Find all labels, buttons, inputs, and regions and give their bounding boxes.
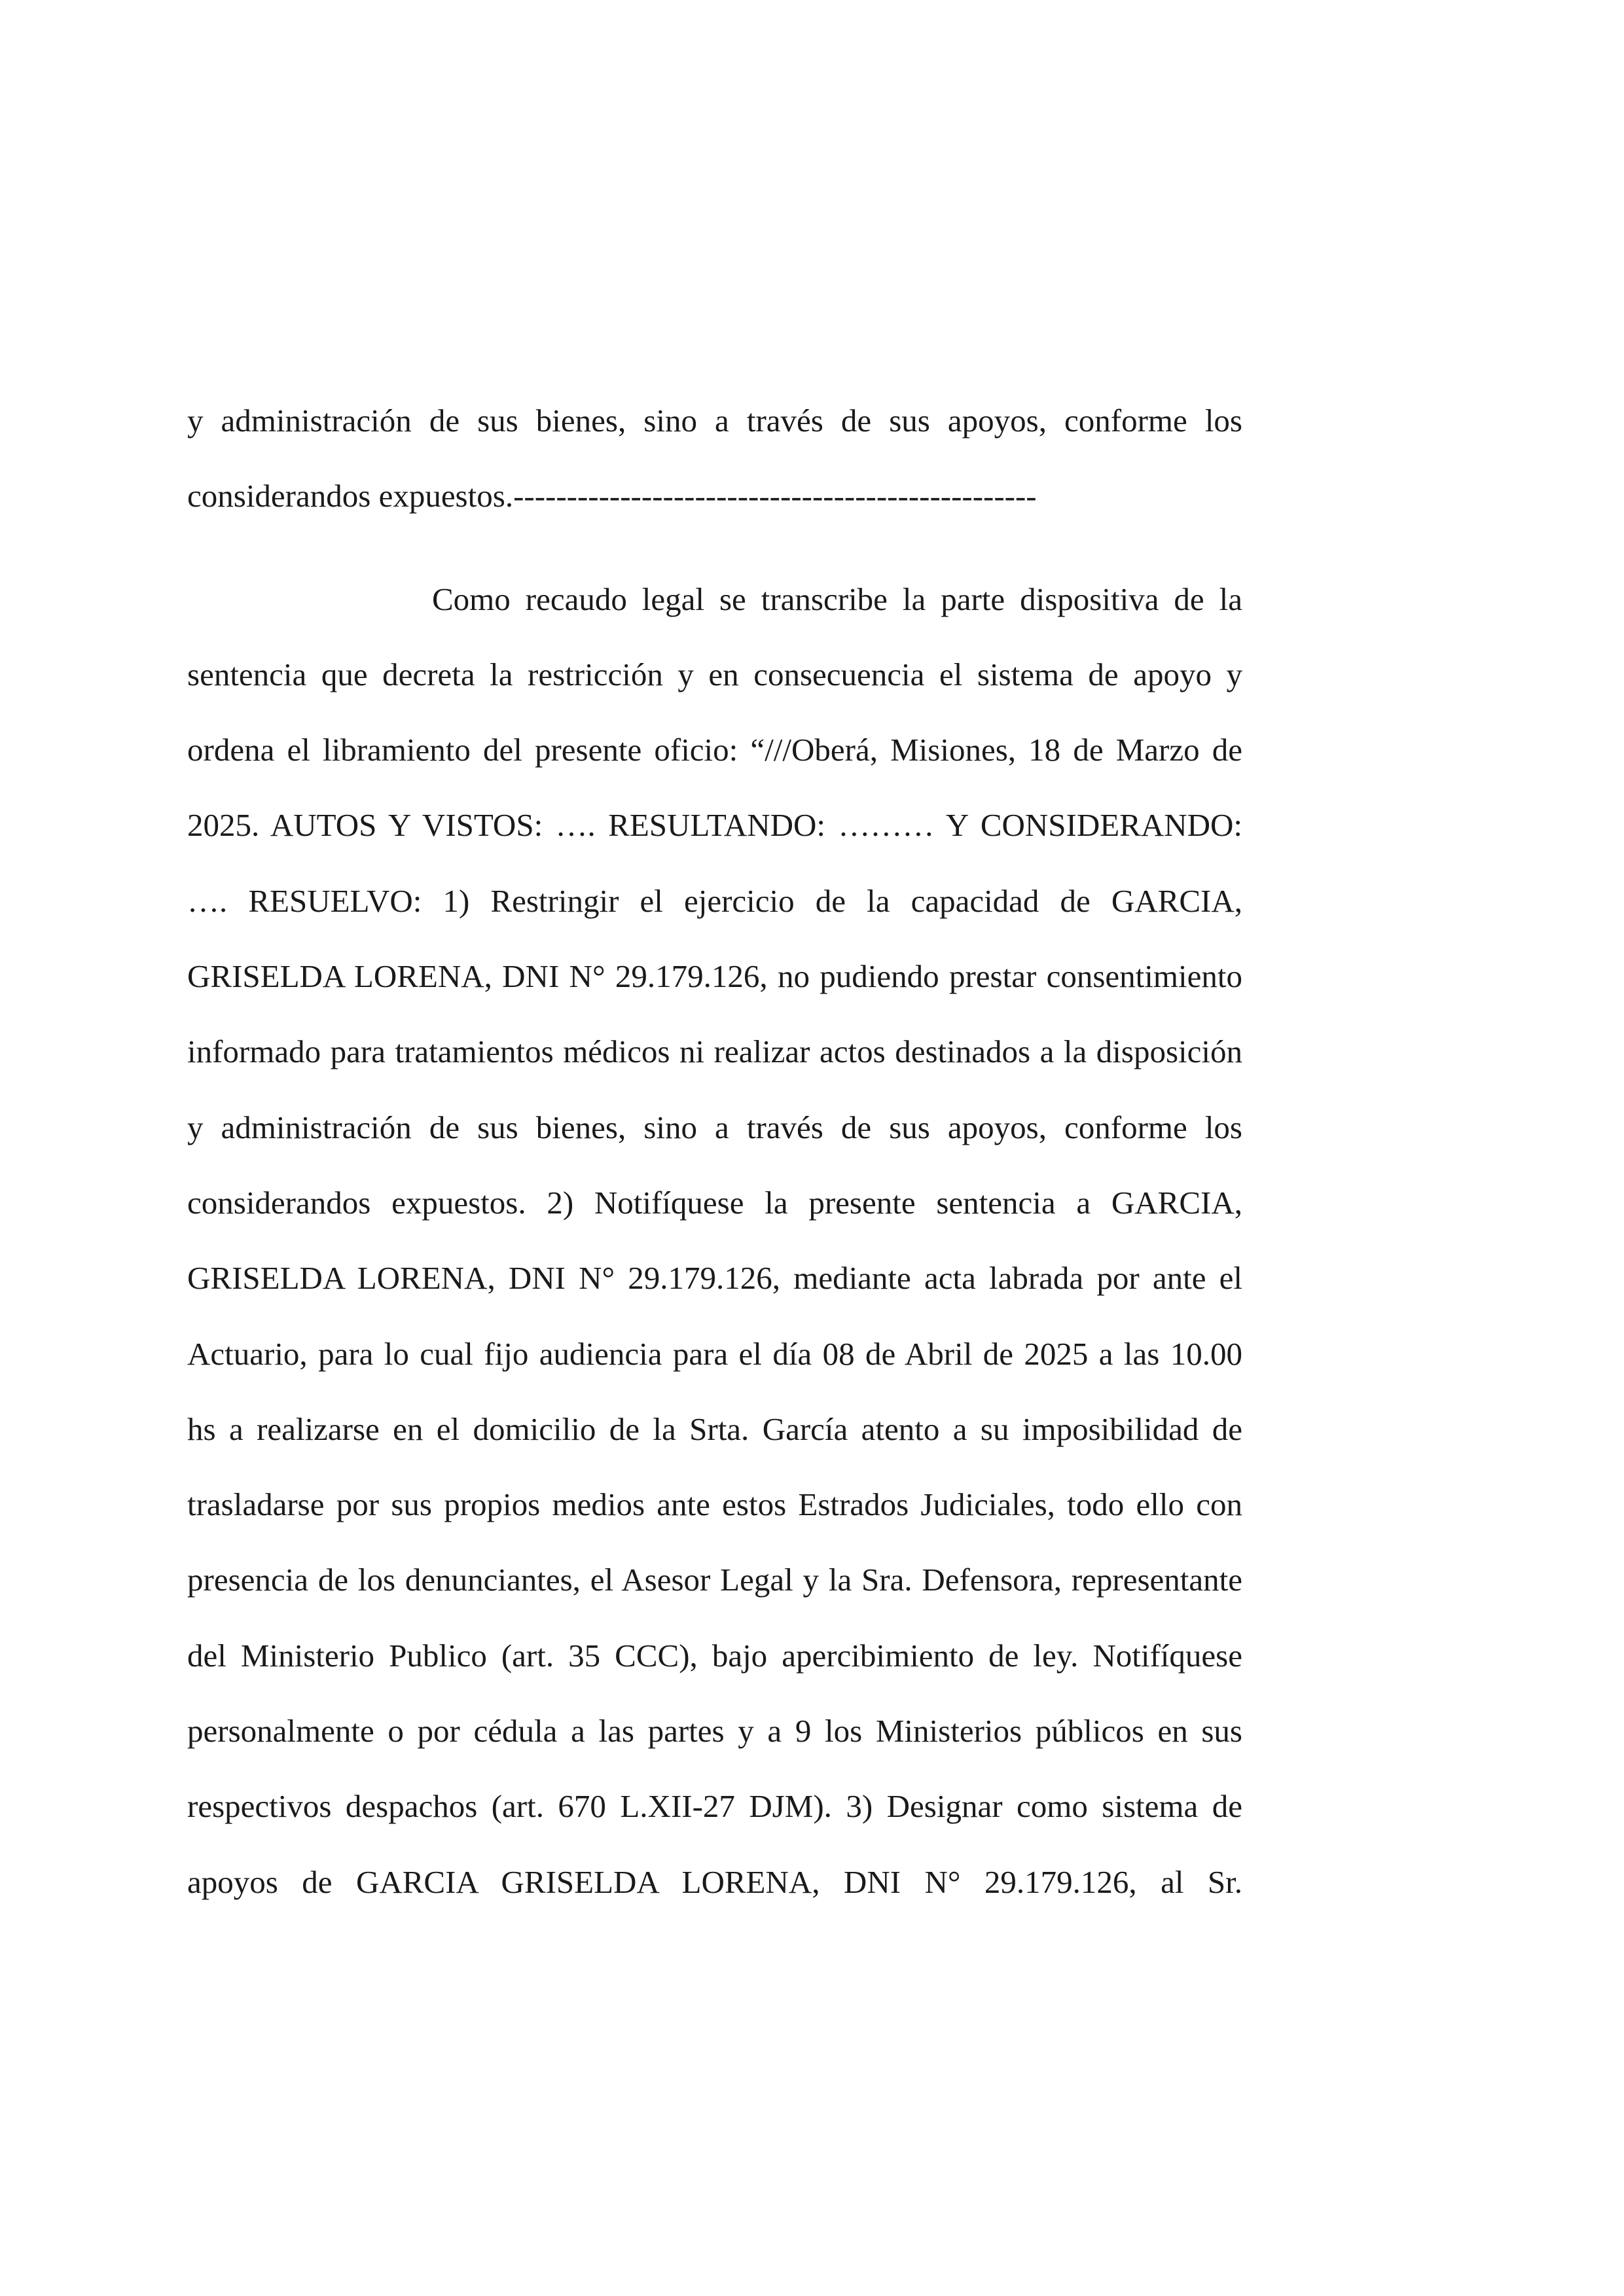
text-line: sentencia que decreta la restricción y en consecuencia el sistema de apoyo y [187, 656, 1242, 692]
document-body [187, 383, 1242, 1920]
text-line: considerandos expuestos.------------------------------------------------- [187, 478, 1037, 514]
text-line: GRISELDA LORENA, DNI N° 29.179.126, mediante acta labrada por ante el [187, 1260, 1242, 1297]
text-line: GRISELDA LORENA, DNI N° 29.179.126, no pudiendo prestar consentimiento [187, 958, 1242, 995]
paragraph-spacer [187, 534, 1242, 562]
text-line: …. RESUELVO: 1) Restringir el ejercicio de la capacidad de GARCIA, [187, 882, 1242, 919]
text-line: del Ministerio Publico (art. 35 CCC), bajo apercibimiento de ley. Notifíquese [187, 1637, 1242, 1674]
text-line: Como recaudo legal se transcribe la parte dispositiva de la [432, 581, 1242, 617]
text-line: y administración de sus bienes, sino a través de sus apoyos, conforme los [187, 403, 1242, 439]
text-line: hs a realizarse en el domicilio de la Srta. García atento a su imposibilidad de [187, 1410, 1242, 1447]
text-line: respectivos despachos (art. 670 L.XII-27 DJM). 3) Designar como sistema de [187, 1788, 1242, 1825]
text-line: informado para tratamientos médicos ni realizar actos destinados a la disposición [187, 1033, 1242, 1070]
paragraph-recaudo-legal [187, 562, 1242, 1920]
text-line: personalmente o por cédula a las partes y a 9 los Ministerios públicos en sus [187, 1713, 1242, 1749]
text-line: considerandos expuestos. 2) Notifíquese la presente sentencia a GARCIA, [187, 1184, 1242, 1221]
text-line: Actuario, para lo cual fijo audiencia para el día 08 de Abril de 2025 a las 10.00 [187, 1335, 1242, 1372]
text-line: apoyos de GARCIA GRISELDA LORENA, DNI N° 29.179.126, al Sr. [187, 1863, 1242, 1900]
paragraph-apoyos-continuation [187, 383, 1242, 534]
text-line: 2025. AUTOS Y VISTOS: …. RESULTANDO: ……… Y CONSIDERANDO: [187, 807, 1242, 844]
text-line: y administración de sus bienes, sino a través de sus apoyos, conforme los [187, 1109, 1242, 1145]
text-line: trasladarse por sus propios medios ante estos Estrados Judiciales, todo ello con [187, 1486, 1242, 1523]
text-line: ordena el libramiento del presente oficio: “///Oberá, Misiones, 18 de Marzo de [187, 732, 1242, 768]
text-line: presencia de los denunciantes, el Asesor Legal y la Sra. Defensora, representante [187, 1562, 1242, 1598]
